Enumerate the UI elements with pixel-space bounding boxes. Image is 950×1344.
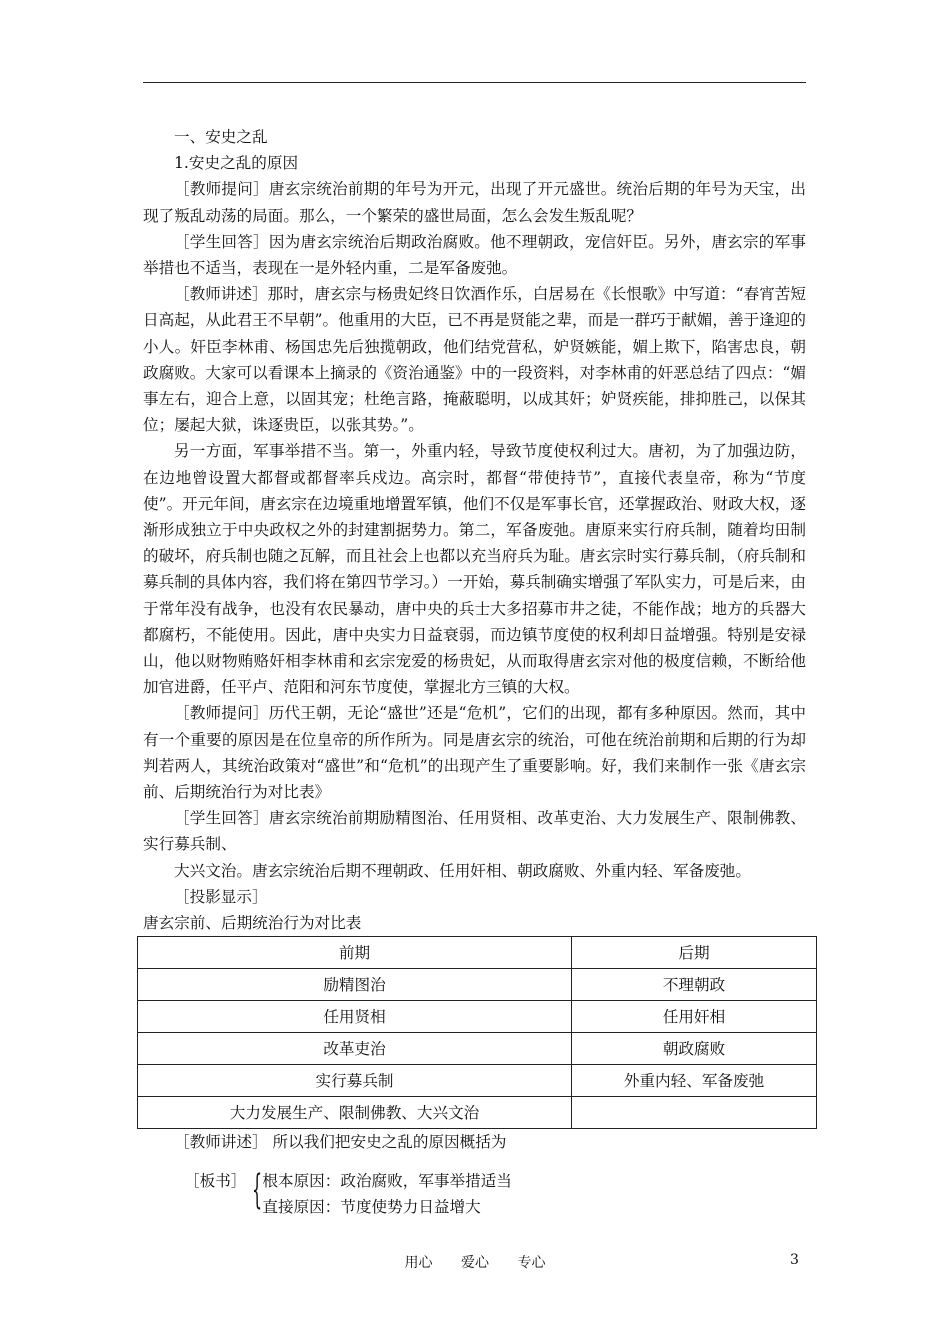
paragraph-military: 另一方面，军事举措不当。第一，外重内轻，导致节度使权利过大。唐初，为了加强边防，在边地曾设置大都督或都督率兵戍边。高宗时，都督“带使持节”，直接代表皇帝，称为“节度使”。开元年间，唐玄宗在边境重地增置军镇，他们不仅是军事长官，还掌握政治、财政大权，逐渐形成独立于中央政权之外的封建割据势力。第二，军备废弛。唐原来实行府兵制，随着均田制的破坏，府兵制也随之瓦解，而且社会上也都以充当府兵为耻。唐玄宗时实行募兵制，（府兵制和募兵制的具体内容，我们将在第四节学习。）一开始，募兵制确实增强了军队实力，可是后来，由于常年没有战争，也没有农民暴动，唐中央的兵士大多招募市井之徒，不能作战；地方的兵器大都腐朽，不能使用。因此，唐中央实力日益衰弱，而边镇节度使的权利却日益增强。特别是安禄山，他以财物贿赂奸相李林甫和玄宗宠爱的杨贵妃，从而取得唐玄宗对他的极度信赖，不断给他加官进爵，任平卢、范阳和河东节度使，掌握北方三镇的大权。 xyxy=(143,442,806,697)
section-title: 一、安史之乱 xyxy=(174,128,268,146)
teacher-narration-conclusion: ［教师讲述］ 所以我们把安史之乱的原因概括为 xyxy=(174,1133,507,1152)
table-cell: 大力发展生产、限制佛教、大兴文治 xyxy=(138,1097,572,1129)
paragraph-teacher-narration-1: ［教师讲述］那时，唐玄宗与杨贵妃终日饮酒作乐，白居易在《长恨歌》中写道：“春宵苦短日高起，从此君王不早朝”。他重用的大臣，已不再是贤能之辈，而是一群巧于献媚，善于逢迎的小人。奸臣李林甫、杨国忠先后独揽朝政，他们结党营私，妒贤嫉能，媚上欺下，陷害忠良，朝政腐败。大家可以看课本上摘录的《资治通鉴》中的一段资料，对李林甫的奸恶总结了四点：“媚事左右，迎合上意，以固其宠；杜绝言路，掩蔽聪明，以成其奸；妒贤疾能，排抑胜己，以保其位；屡起大狱，诛逐贵臣，以张其势。”。 xyxy=(143,285,806,435)
paragraph-student-answer-2-cont: 大兴文治。唐玄宗统治后期不理朝政、任用奸相、朝政腐败、外重内轻、军备废弛。 xyxy=(174,861,751,880)
footer-word: 用心 xyxy=(404,1255,433,1271)
table-header-cell: 前期 xyxy=(138,937,572,969)
table-cell: 外重内轻、军备废弛 xyxy=(572,1065,817,1097)
board-line-direct-cause: 直接原因：节度使势力日益增大 xyxy=(262,1197,481,1216)
page-content xyxy=(143,124,806,1220)
table-cell: 改革吏治 xyxy=(138,1033,572,1065)
table-caption: 唐玄宗前、后期统治行为对比表 xyxy=(143,914,362,933)
table-header-row xyxy=(138,937,817,969)
table-cell: 励精图治 xyxy=(138,969,572,1001)
table-cell: 任用奸相 xyxy=(572,1001,817,1033)
board-line-root-cause: 根本原因：政治腐败，军事举措适当 xyxy=(262,1171,512,1190)
table-row xyxy=(138,1033,817,1065)
comparison-table xyxy=(137,936,817,1129)
table-row xyxy=(138,1065,817,1097)
left-brace-icon: { xyxy=(252,1166,263,1213)
page-footer xyxy=(0,1252,950,1272)
table-cell xyxy=(572,1097,817,1129)
paragraph-student-answer-2: ［学生回答］唐玄宗统治前期励精图治、任用贤相、改革吏治、大力发展生产、限制佛教、实行募兵制、 xyxy=(143,809,806,854)
paragraph-teacher-question-2: ［教师提问］历代王朝，无论“盛世”还是“危机”，它们的出现，都有多种原因。然而，其中有一个重要的原因是在位皇帝的所作所为。同是唐玄宗的统治，可他在统治前期和后期的行为却判若两人，其统治政策对“盛世”和“危机”的出现产生了重要影响。好，我们来制作一张《唐玄宗前、后期统治行为对比表》 xyxy=(143,704,806,802)
paragraph-student-answer-1: ［学生回答］因为唐玄宗统治后期政治腐败。他不理朝政，宠信奸臣。另外，唐玄宗的军事举措也不适当，表现在一是外轻内重，二是军备废弛。 xyxy=(143,232,806,278)
table-cell: 朝政腐败 xyxy=(572,1033,817,1065)
page-number: 3 xyxy=(790,1252,799,1268)
table-cell: 任用贤相 xyxy=(138,1001,572,1033)
table-cell: 实行募兵制 xyxy=(138,1065,572,1097)
paragraph-teacher-question-1: ［教师提问］唐玄宗统治前期的年号为开元，出现了开元盛世。统治后期的年号为天宝，出现了叛乱动荡的局面。那么，一个繁荣的盛世局面，怎么会发生叛乱呢？ xyxy=(143,180,806,225)
header-rule xyxy=(143,82,806,83)
footer-word: 爱心 xyxy=(461,1255,489,1271)
projection-label: ［投影显示］ xyxy=(174,887,268,906)
table-row xyxy=(138,969,817,1001)
table-header-cell: 后期 xyxy=(572,937,817,969)
board-label: ［板书］ xyxy=(184,1171,247,1190)
blackboard-summary xyxy=(143,1168,806,1220)
table-cell: 不理朝政 xyxy=(572,969,817,1001)
footer-word: 专心 xyxy=(517,1255,546,1271)
board-lines xyxy=(262,1168,512,1220)
subsection-title: 1.安史之乱的原因 xyxy=(174,154,299,173)
table-row xyxy=(138,1097,817,1129)
table-row xyxy=(138,1001,817,1033)
